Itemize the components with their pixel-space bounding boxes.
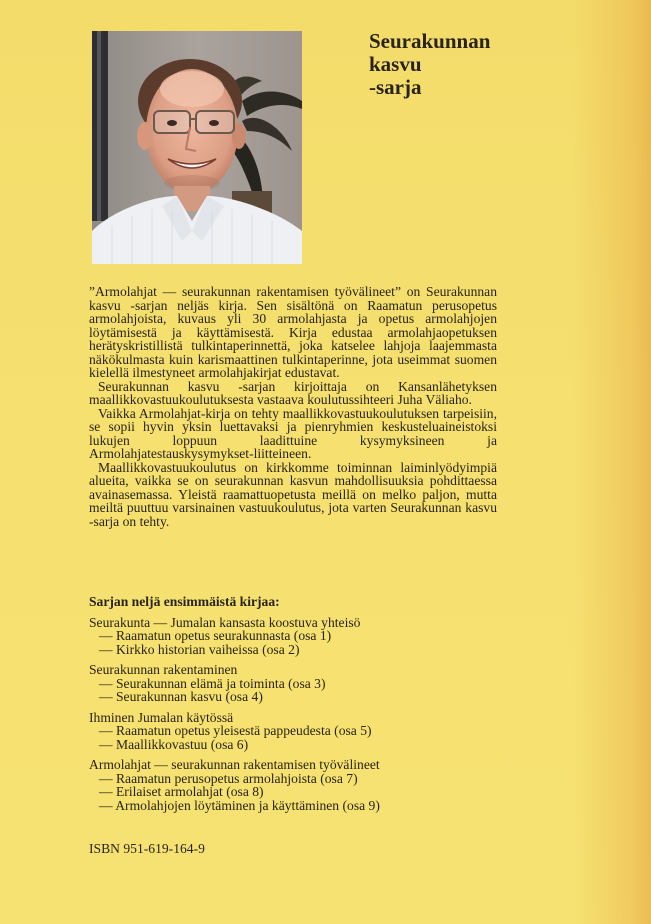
book-part: — Seurakunnan elämä ja toiminta (osa 3) <box>99 675 326 691</box>
series-title <box>369 30 490 99</box>
book-group <box>89 663 509 704</box>
book-title: Seurakunnan rakentaminen <box>89 662 238 677</box>
book-title: Armolahjat — seurakunnan rakentamisen työvälineet <box>89 757 380 772</box>
book-list <box>89 595 509 819</box>
book-group <box>89 711 509 752</box>
blurb-paragraph: Vaikka Armolahjat-kirja on tehty maallikkovastuukoulutuksen tarpeisiin, se sopii hyvin yksin luettavaksi ja pienryhmien keskusteluaineistoksi lukujen loppuun laadittuine kysymyksineen ja Armolahjatestauskysymykset-liitteineen. <box>89 405 497 461</box>
book-part: — Seurakunnan kasvu (osa 4) <box>99 689 263 704</box>
blurb-paragraph: ”Armolahjat — seurakunnan rakentamisen työvälineet” on Seurakunnan kasvu -sarjan neljäs kirja. Sen sisältönä on Raamatun perusopetus armolahjoista, kuvaus yli 30 armolahjasta ja opetus armolahjojen löytämisestä ja käyttämisestä. Kirja edustaa armolahjaopetuksen herätyskristillistä tulkintaperinnettä, joka katselee lahjoja laajemmasta näkökulmasta kuin karismaattinen tulkintaperinne, jota useimmat suomen kielellä ilmestyneet armolahjakirjat edustavat. <box>89 284 497 380</box>
blurb <box>89 285 497 528</box>
series-title-line: -sarja <box>369 75 422 99</box>
book-title: Ihminen Jumalan käytössä <box>89 709 234 725</box>
blurb-paragraph: Seurakunnan kasvu -sarjan kirjoittaja on Kansanlähetyksen maallikkovastuukoulutuksesta vastaava koulutussihteeri Juha Väliaho. <box>89 378 497 407</box>
book-group <box>89 758 509 812</box>
blurb-paragraph: Maallikkovastuukoulutus on kirkkomme toiminnan laiminlyödyimpiä alueita, vaikka se on seurakunnan kasvun mahdollisuuksia pohdittaessa avainasemassa. Yleistä raamattuopetusta meillä on melko paljon, mutta meiltä puuttuu varsinainen vastuukoulutus, jota varten Seurakunnan kasvu -sarja on tehty. <box>89 459 497 529</box>
book-part: — Erilaiset armolahjat (osa 8) <box>99 784 264 799</box>
book-group <box>89 616 509 657</box>
book-part: — Raamatun perusopetus armolahjoista (osa 7) <box>99 770 358 786</box>
book-part: — Maallikkovastuu (osa 6) <box>99 736 249 752</box>
book-part: — Armolahjojen löytäminen ja käyttäminen (osa 9) <box>99 797 380 813</box>
series-title-line: Seurakunnan <box>369 29 491 53</box>
book-title: Seurakunta — Jumalan kansasta koostuva yhteisö <box>89 614 361 630</box>
author-portrait-image <box>92 31 302 264</box>
book-part: — Kirkko historian vaiheissa (osa 2) <box>99 641 300 657</box>
author-photo <box>92 31 302 264</box>
series-title-line: kasvu <box>369 52 422 76</box>
isbn: ISBN 951-619-164-9 <box>89 841 205 856</box>
book-part: — Raamatun opetus yleisestä pappeudesta (osa 5) <box>99 723 372 738</box>
book-list-heading: Sarjan neljä ensimmäistä kirjaa: <box>89 594 280 609</box>
book-part: — Raamatun opetus seurakunnasta (osa 1) <box>99 628 332 643</box>
